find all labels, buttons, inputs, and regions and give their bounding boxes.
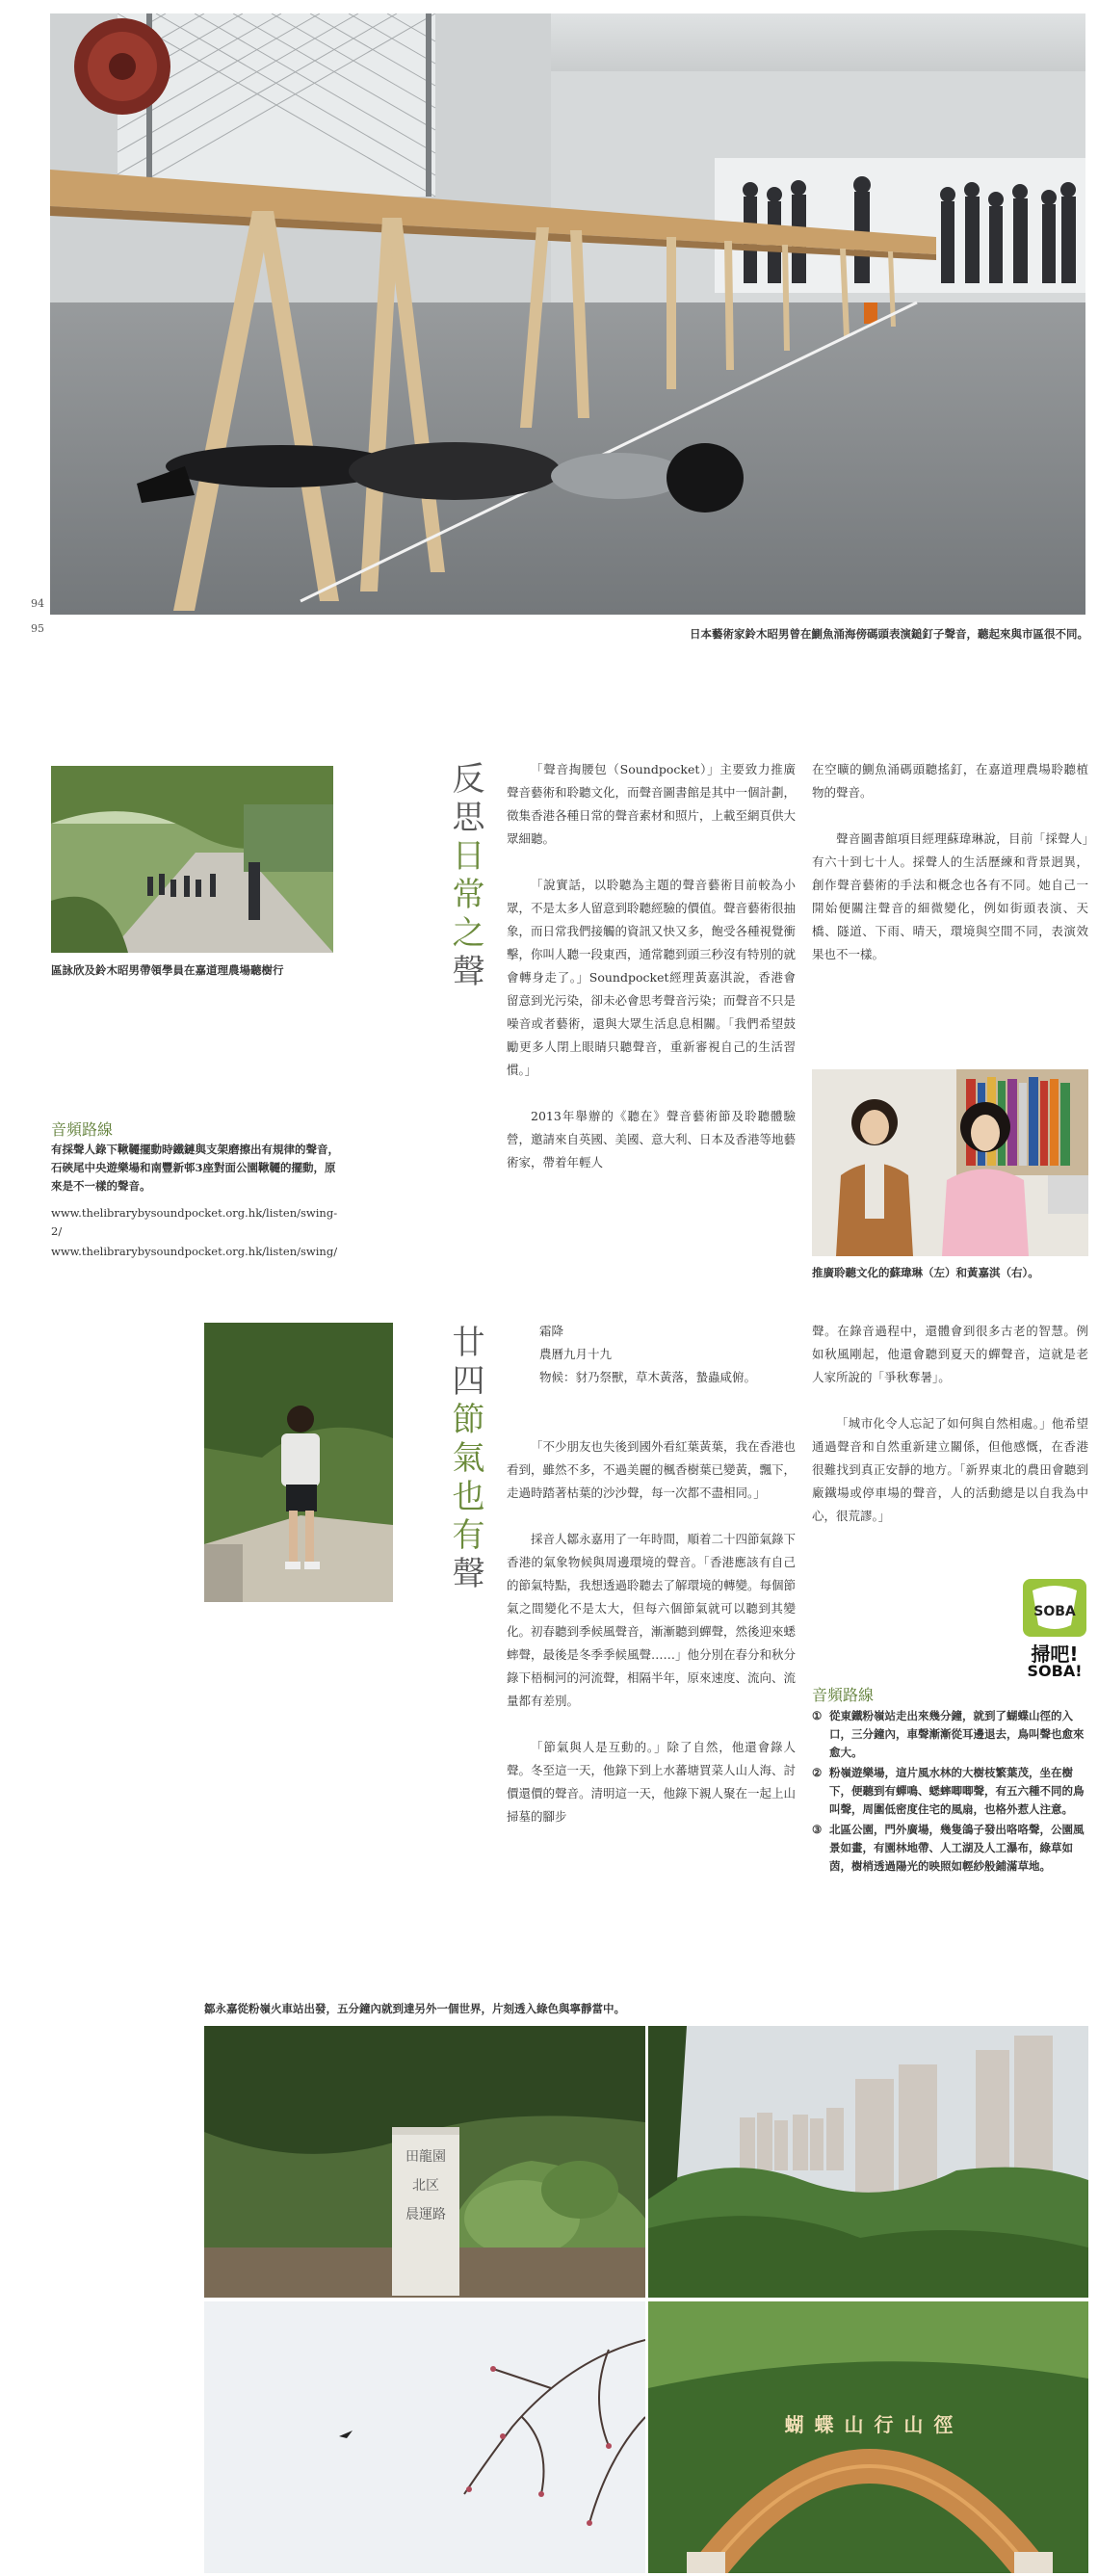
page-number-right: 95 [31, 622, 44, 635]
top-photo-performance [50, 13, 1085, 615]
route-item-text: 北區公園，門外廣場，幾隻鴿子發出咯咯聲，公園風景如畫，有園林地帶、人工湖及人工瀑布，綠草如茵，樹梢透過陽光的映照如輕紗般鋪滿草地。 [829, 1823, 1085, 1873]
route-item-text: 從東鐵粉嶺站走出來幾分鐘，就到了蝴蝶山徑的入口，三分鐘內，車聲漸漸從耳邊退去，鳥叫聲也愈來愈大。 [829, 1709, 1085, 1759]
top-photo-caption: 日本藝術家鈴木昭男曾在鰂魚涌海傍碼頭表演鎚釘子聲音，聽起來與市區很不同。 [690, 627, 1088, 641]
soba-logo [1021, 1577, 1088, 1683]
left-photo-caption: 區詠欣及鈴木昭男帶領學員在嘉道理農場聽樹行 [51, 963, 284, 977]
section2-col1-para2: 採音人鄒永嘉用了一年時間，順着二十四節氣錄下香港的氣象物候與周邊環境的聲音。「香港應該有自己的節氣特點，我想透過聆聽去了解環境的轉變。每個節氣之間變化不是太大，但每六個節氣就可以聽到其變化。初春聽到季候風聲音，漸漸聽到蟬聲，然後迎來蟋蟀聲，最後是冬季季候風聲……」他分別在春分和秋分錄下梧桐河的河流聲，相隔半年，原來速度、流向、流量都有差別。 [507, 1532, 797, 1708]
section1-column-2 [812, 758, 1088, 989]
trail-arch-text: 蝴 蝶 山 行 山 徑 [784, 2413, 955, 2436]
route-item-text: 粉嶺遊樂場，這片風水林的大樹枝繁葉茂，坐在樹下，便聽到有蟬鳴、蟋蟀唧唧聲，有五六種不同的鳥叫聲，周圍低密度住宅的風扇，也格外惹人注意。 [829, 1766, 1085, 1816]
section2-route-heading: 音頻路線 [812, 1686, 875, 1704]
photo-man-walking [204, 1323, 393, 1602]
section1-col1-para2: 「說實話，以聆聽為主題的聲音藝術目前較為小眾，不是太多人留意到聆聽經驗的價值。聲音藝術很抽象，而日常我們接觸的資訊又快又多，飽受各種視覺衝擊，你叫人聽一段東西，通常聽到頭三秒沒有特別的就會轉身走了。」Soundpocket經理黃嘉淇說，香港會留意到光污染，卻未必會思考聲音污染；而聲音不只是噪音或者藝術，還與大眾生活息息相關。「我們希望鼓勵更多人閉上眼睛只聽聲音，重新審視自己的生活習慣。」 [507, 878, 797, 1077]
page-number-left: 94 [31, 597, 44, 610]
section1-route-desc: 有採聲人錄下鞦韆擺動時鐵鏈與支架磨擦出有規律的聲音，石硤尾中央遊樂場和南豐新邨3座對面公園鞦韆的擺動，原來是不一樣的聲音。 [51, 1143, 339, 1193]
section2-title-part2: 節氣也有 [446, 1402, 484, 1556]
section1-column-1 [507, 758, 796, 1174]
section2-col2-para1: 聲。在錄音過程中，還體會到很多古老的智慧。例如秋風剛起，他還會聽到夏天的蟬聲音，這就是老人家所說的「爭秋奪暑」。 [812, 1324, 1088, 1384]
section1-col1-para3: 2013年舉辦的《聽在》聲音藝術節及聆聽體驗營，邀請來自英國、美國、意大利、日本及香港等地藝術家，帶着年輕人 [507, 1109, 797, 1170]
photo-sky-branches [204, 2301, 645, 2573]
soba-logo-text-en: SOBA! [1027, 1662, 1083, 1680]
photo-stone-marker [204, 2026, 645, 2298]
route-item-num: ① [812, 1709, 823, 1722]
route-item-num: ② [812, 1766, 823, 1779]
stone-marker-line-2: 北区 [412, 2178, 439, 2194]
route-item [812, 1707, 1091, 1762]
section2-col2-para2: 「城市化令人忘記了如何與自然相處。」他希望通過聲音和自然重新建立關係，但他感慨，在香港很難找到真正安靜的地方。「新界東北的農田會聽到廠鐵場或停車場的聲音，人的活動總是以自我為中心，很荒謬。」 [812, 1416, 1088, 1523]
route-item [812, 1821, 1091, 1876]
route-item [812, 1764, 1091, 1819]
soba-logo-text-cn: 掃吧! [1031, 1643, 1079, 1666]
section1-col1-para1: 「聲音掏腰包（Soundpocket）」主要致力推廣聲音藝術和聆聽文化，而聲音圖書館是其中一個計劃，徵集香港各種日常的聲音素材和照片，上載至網頁供大眾細聽。 [507, 762, 797, 846]
section2-column-1-body [507, 1435, 796, 1828]
section2-col1-para3: 「節氣與人是互動的。」除了自然，他還會錄人聲。冬至這一天，他錄下到上水蕃塘買菜人山人海、討價還價的聲音。清明這一天，他錄下親人聚在一起上山掃墓的腳步 [507, 1740, 797, 1824]
section1-title-part3: 聲 [446, 954, 484, 992]
section2-title [446, 1325, 484, 1594]
bottom-caption: 鄒永嘉從粉嶺火車站出發，五分鐘內就到達另外一個世界，片刻透入綠色與寧靜當中。 [204, 2002, 625, 2015]
right-photo-caption: 推廣聆聽文化的蘇瑋琳（左）和黃嘉淇（右）。 [812, 1266, 1039, 1279]
section2-col1-para1: 「不少朋友也失後到國外看紅葉黃葉，我在香港也看到，雖然不多，不過美麗的楓香樹葉已變黃，飄下，走過時踏著枯葉的沙沙聲，每一次都不盡相同。」 [507, 1439, 797, 1500]
poem-line-2: 農曆九月十九 [539, 1347, 613, 1361]
section2-route-list [812, 1707, 1091, 1878]
stone-marker-line-3: 晨運路 [405, 2207, 446, 2222]
photo-trail-arch [648, 2301, 1088, 2573]
section1-col2-para2: 聲音圖書館項目經理蘇瑋琳說，目前「採聲人」有六十到七十人。採聲人的生活歷練和背景迥異，創作聲音藝術的手法和概念也各有不同。她自己一開始便關注聲音的細微變化，例如街頭表演、天橋、隧道、下雨、晴天，環境與空間不同，表演效果也不一樣。 [812, 831, 1088, 961]
photo-city-towers [648, 2026, 1088, 2298]
section2-title-part3: 聲 [446, 1556, 484, 1594]
section2-column-2 [812, 1320, 1088, 1551]
section1-title-part1: 反思 [446, 761, 484, 838]
section2-title-part1: 廿四 [446, 1325, 484, 1402]
photo-farm-walk [51, 766, 333, 953]
svg-text:SOBA: SOBA [1033, 1604, 1076, 1619]
section1-title-part2: 日常之 [446, 838, 484, 954]
poem-line-1: 霜降 [539, 1324, 564, 1338]
stone-marker-line-1: 田龍園 [405, 2149, 446, 2165]
poem-line-3: 物候：豺乃祭獸，草木黃落，蟄蟲咸俯。 [539, 1370, 757, 1384]
photo-two-women [812, 1069, 1088, 1256]
route-item-num: ③ [812, 1823, 823, 1836]
section1-url-1[interactable]: www.thelibrarybysoundpocket.org.hk/listen/swing-2/ [51, 1206, 338, 1238]
section1-col2-para1: 在空曠的鰂魚涌碼頭聽搖釘，在嘉道理農場聆聽植物的聲音。 [812, 762, 1088, 800]
section1-title [446, 761, 484, 992]
section1-route-heading: 音頻路線 [51, 1120, 114, 1139]
section1-url-2[interactable]: www.thelibrarybysoundpocket.org.hk/listen/swing/ [51, 1245, 338, 1258]
section2-column-1 [539, 1320, 796, 1412]
